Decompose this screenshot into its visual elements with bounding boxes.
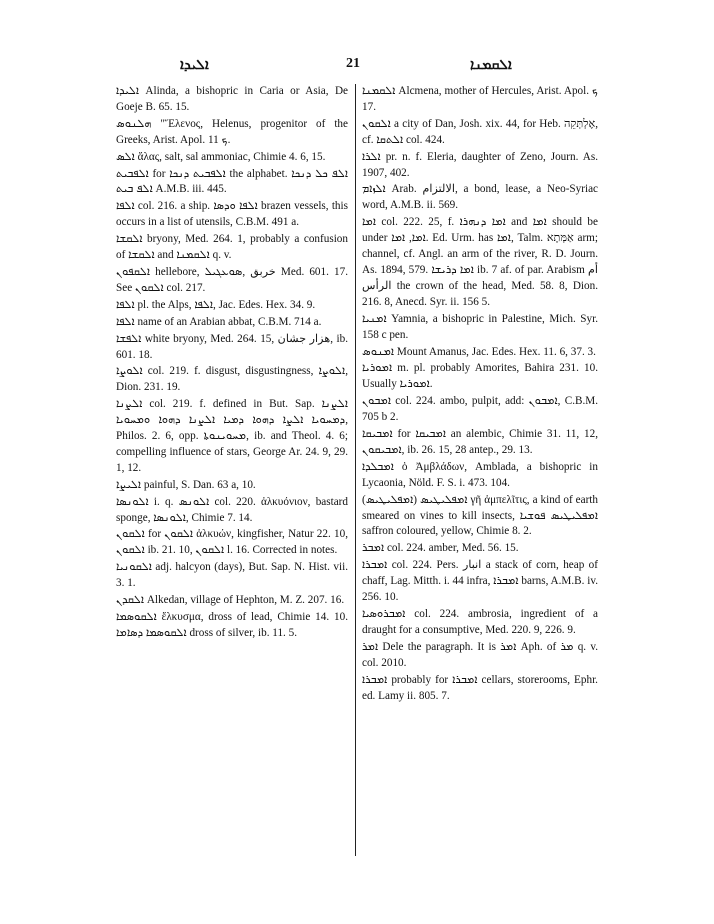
entry: ܐܠܦܐ pl. the Alps, ܐܠܦܐ, Jac. Edes. Hex. 34. 9. [116,298,316,311]
header-right-syriac: ܐܠܩܡܢܐ [470,58,512,73]
entry: ܐܡܪ Dele the paragraph. It is ܐܡܪ Aph. of ܡܪ q. v. col. 2010. [362,640,598,669]
entry: ܐܠܩܕܢ Alkedan, village of Hephton, M. Z. 207. 16. [116,594,345,607]
entry: ܐܠܣ ἅλας, salt, sal ammoniac, Chimie 4. 6, 15. [116,150,326,163]
entry: ܐܠܩܡܢܐ Alcmena, mother of Hercules, Arist. Apol. ܟ 17. [362,85,598,113]
header-left-syriac: ܐܠܝܕܐ [180,58,209,73]
left-column [116,84,348,643]
entry: ܐܡܘܪܝܐ m. pl. probably Amorites, Bahira 231. 10. Usually ܐܡܘܪܝܐ. [362,362,598,391]
entry: ܐܠܦܐ name of an Arabian abbat, C.B.M. 714 a. [116,315,322,328]
right-column [362,84,598,705]
entry: ܐܠܩܘܢ a city of Dan, Josh. xix. 44, for Heb. אֶלְתְּקֵה, cf. ܐܠܬܩܐ col. 424. [362,117,598,146]
entry: ܐܡܒܘܢ col. 224. ambo, pulpit, add: ܐܡܒܘܢ, C.B.M. 705 b 2. [362,395,598,424]
entry: ܐܡܒܝܩܐ for ܐܡܒܝܩܐ an alembic, Chimie 31. 11, 12, ܐܡܒܝܩܘܢ, ib. 26. 15, 28 antep., 29. 13. [362,428,599,456]
entry: ܐܡܒܪܐ probably for ܐܡܒܪܐ cellars, storerooms, Ephr. ed. Lamy ii. 805. 7. [362,673,598,702]
entry: ܐܠܙܐܡ Arab. الالتزام, a bond, lease, a Neo-Syriac word, A.M.B. ii. 569. [362,183,599,212]
entry: ܐܠܪܐ pr. n. f. Eleria, daughter of Zeno, Journ. As. 1907, 402. [362,150,598,179]
entry: ܐܠܘܨܐ col. 219. f. disgust, disgustingness, ܐܠܘܨܐ, Dion. 231. 19. [116,365,348,394]
entry: ܐܠܦܫܐ white bryony, Med. 264. 15, هزار جشان, ib. 601. 18. [116,332,348,361]
entry: ܐܡܒܠܕܐ ὁ Ἀμβλάδων, Amblada, a bishopric in Lycaonia, Nöld. F. S. i. 473. 104. [362,460,598,489]
page-number: 21 [346,56,360,71]
entry: ܐܠܨܢܐ col. 219. f. defined in But. Sap. ܐܠܨܢܐ ܕܡܚܘܝܐ ܐܠܨܐ ܕܗܘܐ ܕܡܝܐ ܐܠܨܢܐ ܕܗܘܐ ܘܡܚܘܝܐ, Philos. 2. 6, opp. ܡܚܘܝܢܘܬܐ, ib. and Theol. 4. 6; compelling influence of stars, George Ar. 24. 9, 29. 1, 12. [116,398,349,474]
entry: ܐܠܦܐ col. 216. a ship. ܐܠܦܐ ܘܕܣܐ brazen vessels, this occurs in a list of utensils, C.B.M. 491 a. [116,200,348,229]
entry: ܐܠܦܒܝܬ for ܐܠܦܒܝܬ ܕܢܟܐ the alphabet. ܐܠܦ ܟܠ ܕܢܟܐ ܐܠܦ ܒܝܬ A.M.B. iii. 445. [116,167,349,196]
running-header [0,54,714,84]
entry: ܐܠܩܘܢ for ܐܠܩܘܢ ἀλκυών, kingfisher, Natur 22. 10, ܐܠܩܘܢ ib. 21. 10, ܐܠܩܘܢ l. 16. Corrected in notes. [116,528,349,557]
entry: ܐܠܩܘܣܡܐ ἔλκυσμα, dross of lead, Chimie 14. 10. ܐܠܩܘܣܡܐ ܕܣܐܡܐ dross of silver, ib. 11. 5. [116,611,348,639]
column-divider [355,84,356,856]
entry: ܐܠܩܦܘܢ hellebore, خربق ,ܣܘܥܓܝܠ Med. 601. 17. See ܐܠܩܘܢ col. 217. [116,265,349,294]
entry: ܐܠܝܨܐ painful, S. Dan. 63 a, 10. [116,478,256,491]
entry: ܐܡܒܪ col. 224. amber, Med. 56. 15. [362,542,519,555]
entry: ܐܡܢܝܐ Yamnia, a bishopric in Palestine, Mich. Syr. 158 c pen. [362,312,598,341]
entry: ܐܡܒܪܘܣܝܐ col. 224. ambrosia, ingredient of a draught for a consumptive, Med. 220. 9, 226. 9. [362,608,598,636]
entry: ܐܠܝܕܐ Alinda, a bishopric in Caria or Asia, De Goeje B. 65. 15. [116,85,348,113]
entry: ܐܠܘܢܣܐ i. q. ܐܠܘܢܣ col. 220. ἀλκυόνιον, bastard sponge, ܐܠܘܢܣܐ, Chimie 7. 14. [116,495,349,524]
entry: ܐܡܦܠܝܛܝܣ (ܐܡܦܠܝܛܝܣ) γῆ ἀμπελῖτις, a kind of earth smeared on vines to kill insects, ܐܡܦܠܝܛܝܣ ܦܘܫܝܐ saffron coloured, yellow, Chimie 8. 2. [362,493,598,538]
entry: ܐܡܐ col. 222. 25, f. ܐܡܐ ܕܢܗܪܐ and ܐܡܐ should be under ܐܡܐ, ܐܡܐ. Ed. Urm. has ܐܡܐ, Talm. אַמְּתָא arm; channel, cf. Angl. an arm of the river, R. D. Journ. As. 1894, 579. ܐܡܐ ܕܪܝܫܐ ib. 7 af. of par. Arabism أم الرأس the crown of the head, Med. 58. 8, Dion. 216. 8, Anecd. Syr. ii. 156 5. [362,216,598,308]
entry: ܐܠܩܫܐ bryony, Med. 264. 1, probably a confusion of ܐܠܩܫܐ and ܐܠܩܡܢܐ q. v. [116,233,348,262]
entry: ܐܡܢܘܣ Mount Amanus, Jac. Edes. Hex. 11. 6, 37. 3. [362,345,596,358]
entry: ܐܡܒܪܐ col. 224. Pers. انبار a stack of corn, heap of chaff, Lag. Mitth. i. 44 infra, ܐܡܒܪܐ barns, A.M.B. iv. 256. 10. [362,559,599,604]
entry: ܗܠܢܘܣ "Ἕλενος, Helenus, progenitor of the Greeks, Arist. Apol. ܟ 11. [116,117,348,146]
entry: ܐܠܩܘܢܝܐ adj. halcyon (days), But. Sap. N. Hist. vii. 3. 1. [116,561,348,590]
